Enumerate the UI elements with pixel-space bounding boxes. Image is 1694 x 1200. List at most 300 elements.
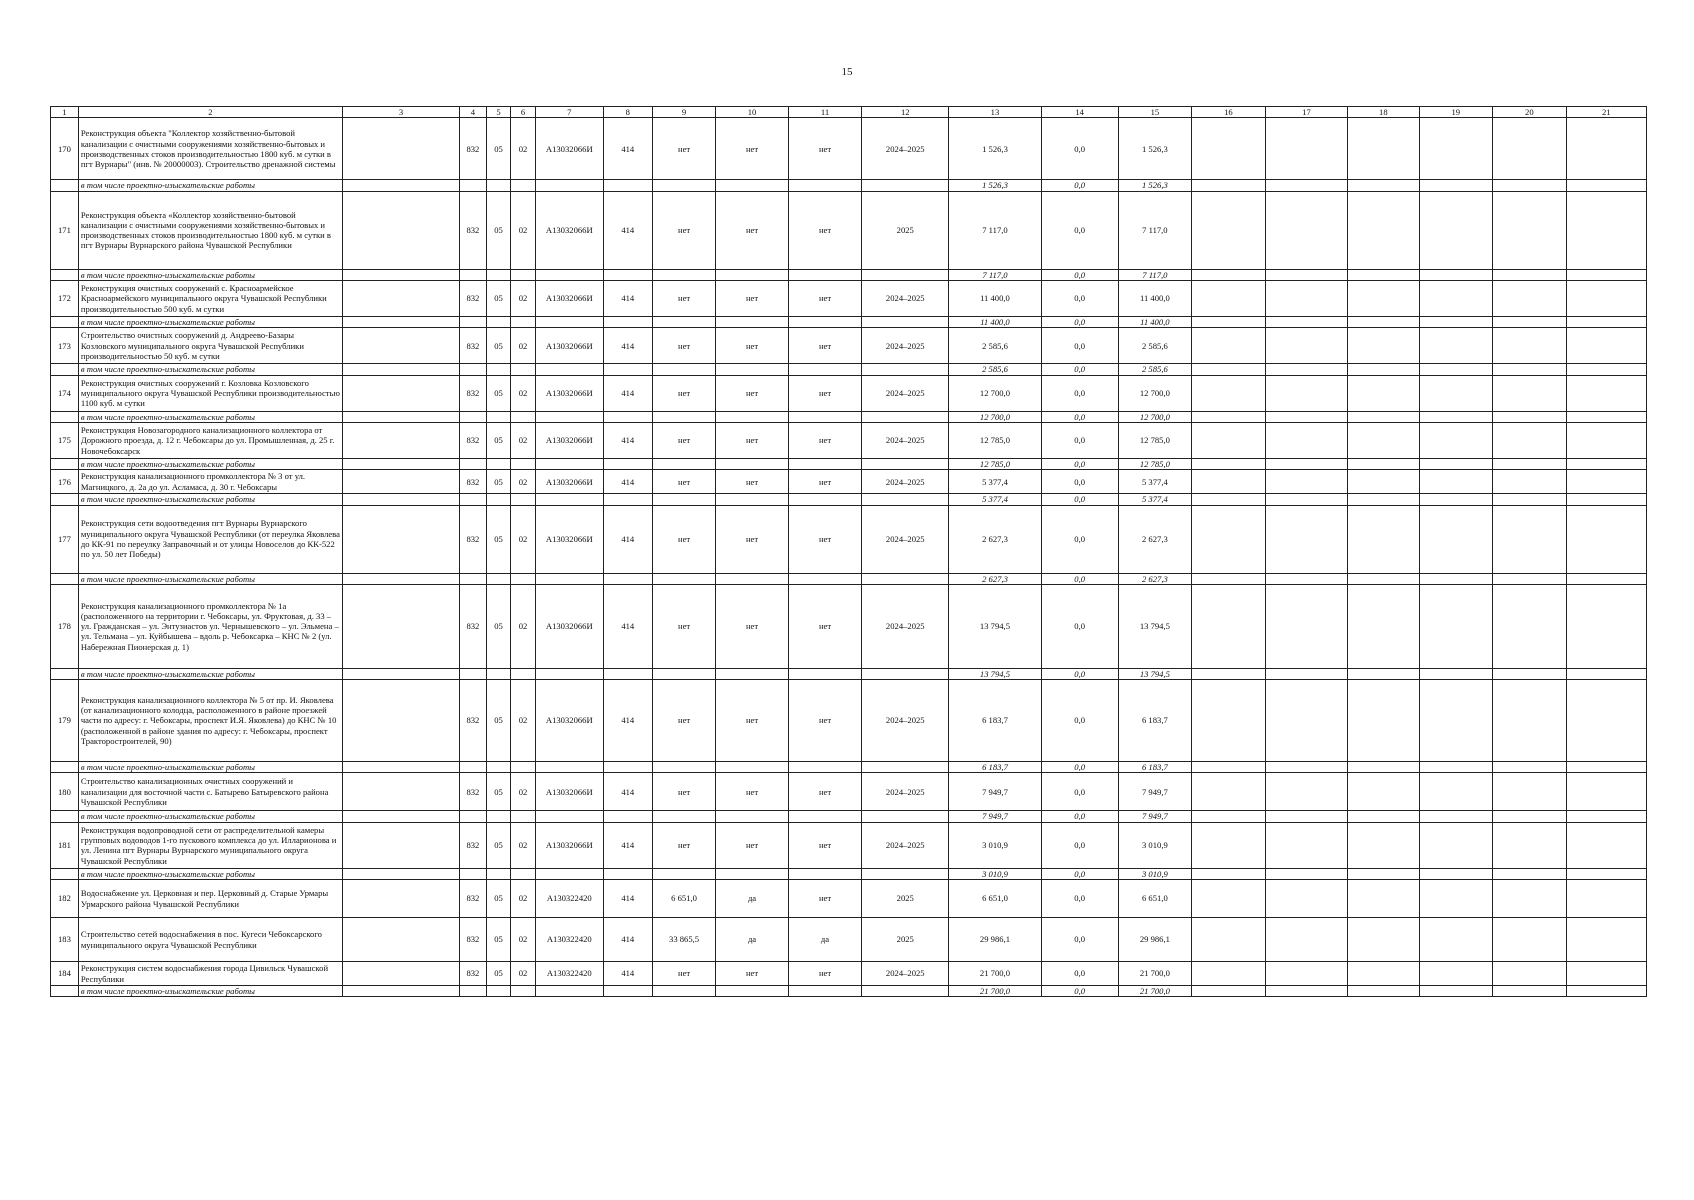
empty-cell: [716, 494, 788, 505]
cell-c5: 05: [486, 880, 511, 918]
subtotal-label: в том числе проектно-изыскательские работы: [78, 868, 342, 879]
empty-cell: [1265, 505, 1347, 573]
column-header: 11: [788, 107, 862, 118]
cell-c5: 05: [486, 680, 511, 762]
empty-cell: [1265, 458, 1347, 469]
cell-c12: 2024–2025: [862, 280, 949, 316]
empty-cell: [1493, 422, 1567, 458]
empty-cell: [51, 494, 79, 505]
cell-c5: 05: [486, 962, 511, 986]
row-number: 177: [51, 505, 79, 573]
cell-c11: нет: [788, 505, 862, 573]
cell-c4: 832: [460, 918, 487, 962]
empty-cell: [1419, 494, 1493, 505]
empty-cell: [716, 811, 788, 822]
cell-c14: 0,0: [1041, 422, 1118, 458]
subtotal-14: 0,0: [1041, 316, 1118, 327]
empty-cell: [652, 180, 716, 191]
empty-cell: [862, 316, 949, 327]
table-row: [51, 962, 1647, 986]
empty-cell: [1566, 668, 1646, 679]
subtotal-label: в том числе проектно-изыскательские работы: [78, 316, 342, 327]
empty-cell: [486, 316, 511, 327]
cell-c4: 832: [460, 680, 487, 762]
cell-c7: А130322420: [535, 918, 603, 962]
column-header: 8: [603, 107, 652, 118]
empty-cell: [460, 316, 487, 327]
table-row: [51, 328, 1647, 364]
cell-c15: 29 986,1: [1118, 918, 1192, 962]
cell-c12: 2025: [862, 191, 949, 269]
cell-c15: 7 117,0: [1118, 191, 1192, 269]
cell-c13: 12 700,0: [949, 375, 1042, 411]
empty-cell: [486, 868, 511, 879]
row-number: 174: [51, 375, 79, 411]
cell-c5: 05: [486, 280, 511, 316]
empty-cell: [1348, 868, 1419, 879]
subtotal-row: [51, 364, 1647, 375]
cell-c9: нет: [652, 584, 716, 668]
cell-c8: 414: [603, 280, 652, 316]
empty-cell: [1566, 811, 1646, 822]
cell-c11: нет: [788, 880, 862, 918]
cell-c8: 414: [603, 470, 652, 494]
cell-c10: нет: [716, 470, 788, 494]
empty-cell: [1192, 328, 1266, 364]
cell-c12: 2024–2025: [862, 962, 949, 986]
empty-cell: [1348, 494, 1419, 505]
empty-cell: [343, 668, 460, 679]
cell-c10: нет: [716, 328, 788, 364]
empty-cell: [1566, 680, 1646, 762]
empty-cell: [1566, 822, 1646, 868]
empty-cell: [486, 458, 511, 469]
empty-cell: [1493, 269, 1567, 280]
empty-cell: [788, 868, 862, 879]
empty-cell: [1566, 269, 1646, 280]
empty-cell: [788, 316, 862, 327]
cell-c11: да: [788, 918, 862, 962]
column-header: 21: [1566, 107, 1646, 118]
cell-c6: 02: [511, 505, 536, 573]
subtotal-13: 2 585,6: [949, 364, 1042, 375]
cell-c7: А130322420: [535, 880, 603, 918]
cell-c5: 05: [486, 191, 511, 269]
cell-c8: 414: [603, 505, 652, 573]
empty-cell: [1265, 375, 1347, 411]
cell-c12: 2024–2025: [862, 118, 949, 180]
subtotal-14: 0,0: [1041, 762, 1118, 773]
empty-cell: [1192, 962, 1266, 986]
object-name: Реконструкция очистных сооружений с. Красноармейское Красноармейского муниципального округа Чувашской Республики производительностью 500 куб. м сутки: [78, 280, 342, 316]
cell-c13: 5 377,4: [949, 470, 1042, 494]
empty-cell: [1493, 375, 1567, 411]
empty-cell: [460, 811, 487, 822]
column-header: 12: [862, 107, 949, 118]
cell-c6: 02: [511, 773, 536, 811]
empty-cell: [343, 470, 460, 494]
empty-cell: [716, 316, 788, 327]
empty-cell: [1493, 962, 1567, 986]
empty-cell: [1192, 868, 1266, 879]
empty-cell: [1192, 470, 1266, 494]
subtotal-row: [51, 494, 1647, 505]
empty-cell: [343, 822, 460, 868]
empty-cell: [1493, 470, 1567, 494]
empty-cell: [535, 762, 603, 773]
empty-cell: [1566, 868, 1646, 879]
empty-cell: [1265, 868, 1347, 879]
empty-cell: [862, 573, 949, 584]
empty-cell: [1265, 762, 1347, 773]
cell-c6: 02: [511, 191, 536, 269]
cell-c14: 0,0: [1041, 918, 1118, 962]
column-header: 15: [1118, 107, 1192, 118]
empty-cell: [1348, 505, 1419, 573]
cell-c10: нет: [716, 822, 788, 868]
empty-cell: [460, 180, 487, 191]
subtotal-row: [51, 458, 1647, 469]
empty-cell: [535, 458, 603, 469]
row-number: 183: [51, 918, 79, 962]
column-header: 16: [1192, 107, 1266, 118]
column-header: 9: [652, 107, 716, 118]
cell-c5: 05: [486, 328, 511, 364]
row-number: 184: [51, 962, 79, 986]
empty-cell: [1493, 494, 1567, 505]
empty-cell: [51, 868, 79, 879]
subtotal-label: в том числе проектно-изыскательские работы: [78, 411, 342, 422]
cell-c13: 7 949,7: [949, 773, 1042, 811]
subtotal-row: [51, 269, 1647, 280]
cell-c6: 02: [511, 375, 536, 411]
empty-cell: [652, 458, 716, 469]
column-header: 6: [511, 107, 536, 118]
empty-cell: [1419, 822, 1493, 868]
empty-cell: [1192, 280, 1266, 316]
cell-c8: 414: [603, 328, 652, 364]
cell-c6: 02: [511, 470, 536, 494]
empty-cell: [1192, 680, 1266, 762]
empty-cell: [1493, 822, 1567, 868]
cell-c11: нет: [788, 280, 862, 316]
column-header: 14: [1041, 107, 1118, 118]
cell-c8: 414: [603, 880, 652, 918]
cell-c4: 832: [460, 505, 487, 573]
empty-cell: [788, 986, 862, 997]
cell-c10: нет: [716, 962, 788, 986]
empty-cell: [511, 494, 536, 505]
subtotal-13: 7 117,0: [949, 269, 1042, 280]
empty-cell: [51, 269, 79, 280]
empty-cell: [1566, 573, 1646, 584]
cell-c7: А13032066И: [535, 680, 603, 762]
empty-cell: [1493, 773, 1567, 811]
empty-cell: [788, 364, 862, 375]
empty-cell: [652, 868, 716, 879]
empty-cell: [51, 811, 79, 822]
cell-c15: 12 785,0: [1118, 422, 1192, 458]
empty-cell: [535, 868, 603, 879]
empty-cell: [1348, 269, 1419, 280]
cell-c7: А13032066И: [535, 328, 603, 364]
cell-c8: 414: [603, 375, 652, 411]
empty-cell: [652, 986, 716, 997]
cell-c9: нет: [652, 118, 716, 180]
empty-cell: [1419, 918, 1493, 962]
cell-c11: нет: [788, 962, 862, 986]
empty-cell: [716, 668, 788, 679]
empty-cell: [51, 573, 79, 584]
empty-cell: [1419, 505, 1493, 573]
empty-cell: [1566, 411, 1646, 422]
empty-cell: [1348, 191, 1419, 269]
empty-cell: [1192, 191, 1266, 269]
empty-cell: [1192, 375, 1266, 411]
column-header: 7: [535, 107, 603, 118]
empty-cell: [652, 411, 716, 422]
empty-cell: [1265, 269, 1347, 280]
empty-cell: [1192, 494, 1266, 505]
object-name: Реконструкция очистных сооружений г. Козловка Козловского муниципального округа Чувашской Республики производительностью 1100 куб. м сутки: [78, 375, 342, 411]
cell-c15: 2 585,6: [1118, 328, 1192, 364]
cell-c11: нет: [788, 822, 862, 868]
empty-cell: [343, 986, 460, 997]
empty-cell: [862, 269, 949, 280]
empty-cell: [1265, 411, 1347, 422]
cell-c5: 05: [486, 773, 511, 811]
cell-c13: 3 010,9: [949, 822, 1042, 868]
empty-cell: [1419, 364, 1493, 375]
empty-cell: [862, 494, 949, 505]
empty-cell: [1192, 118, 1266, 180]
empty-cell: [1348, 280, 1419, 316]
table-row: [51, 822, 1647, 868]
cell-c12: 2024–2025: [862, 680, 949, 762]
empty-cell: [1419, 680, 1493, 762]
empty-cell: [1566, 422, 1646, 458]
empty-cell: [535, 364, 603, 375]
empty-cell: [1493, 668, 1567, 679]
empty-cell: [1566, 962, 1646, 986]
empty-cell: [1348, 962, 1419, 986]
cell-c10: да: [716, 880, 788, 918]
empty-cell: [343, 411, 460, 422]
cell-c4: 832: [460, 422, 487, 458]
column-header: 20: [1493, 107, 1567, 118]
empty-cell: [1265, 364, 1347, 375]
cell-c6: 02: [511, 118, 536, 180]
empty-cell: [1419, 411, 1493, 422]
empty-cell: [51, 364, 79, 375]
cell-c11: нет: [788, 191, 862, 269]
empty-cell: [862, 986, 949, 997]
empty-cell: [652, 316, 716, 327]
empty-cell: [1348, 918, 1419, 962]
table-row: [51, 773, 1647, 811]
cell-c9: нет: [652, 773, 716, 811]
empty-cell: [1419, 470, 1493, 494]
cell-c15: 2 627,3: [1118, 505, 1192, 573]
subtotal-15: 13 794,5: [1118, 668, 1192, 679]
empty-cell: [343, 280, 460, 316]
empty-cell: [343, 680, 460, 762]
cell-c14: 0,0: [1041, 280, 1118, 316]
empty-cell: [51, 458, 79, 469]
empty-cell: [535, 986, 603, 997]
subtotal-13: 7 949,7: [949, 811, 1042, 822]
column-header: 17: [1265, 107, 1347, 118]
cell-c12: 2024–2025: [862, 422, 949, 458]
empty-cell: [343, 811, 460, 822]
subtotal-13: 12 700,0: [949, 411, 1042, 422]
subtotal-row: [51, 762, 1647, 773]
subtotal-14: 0,0: [1041, 411, 1118, 422]
table-row: [51, 118, 1647, 180]
cell-c13: 6 183,7: [949, 680, 1042, 762]
empty-cell: [1265, 962, 1347, 986]
subtotal-14: 0,0: [1041, 573, 1118, 584]
empty-cell: [1419, 180, 1493, 191]
cell-c15: 6 183,7: [1118, 680, 1192, 762]
cell-c10: нет: [716, 422, 788, 458]
table-row: [51, 680, 1647, 762]
cell-c13: 29 986,1: [949, 918, 1042, 962]
empty-cell: [1493, 868, 1567, 879]
cell-c15: 12 700,0: [1118, 375, 1192, 411]
subtotal-13: 11 400,0: [949, 316, 1042, 327]
empty-cell: [486, 411, 511, 422]
object-name: Реконструкция канализационного промколлектора № 1а (расположенного на территории г. Чебоксары, ул. Фруктовая, д. 33 – ул. Гражданская – ул. Энтузиастов ул. Чернышевского – ул. Эльмена – ул. Тельмана – ул. Куйбышева – вдоль р. Чебоксарка – КНС № 2 (ул. Набережная Пионерская д. 1): [78, 584, 342, 668]
empty-cell: [535, 180, 603, 191]
subtotal-14: 0,0: [1041, 668, 1118, 679]
empty-cell: [1192, 411, 1266, 422]
empty-cell: [603, 573, 652, 584]
table-row: [51, 375, 1647, 411]
empty-cell: [603, 411, 652, 422]
empty-cell: [1192, 811, 1266, 822]
empty-cell: [652, 573, 716, 584]
subtotal-15: 11 400,0: [1118, 316, 1192, 327]
empty-cell: [1348, 822, 1419, 868]
cell-c14: 0,0: [1041, 505, 1118, 573]
empty-cell: [343, 458, 460, 469]
empty-cell: [652, 269, 716, 280]
column-header: 13: [949, 107, 1042, 118]
cell-c4: 832: [460, 470, 487, 494]
empty-cell: [788, 269, 862, 280]
empty-cell: [51, 986, 79, 997]
empty-cell: [1265, 880, 1347, 918]
cell-c9: нет: [652, 328, 716, 364]
cell-c4: 832: [460, 280, 487, 316]
empty-cell: [788, 762, 862, 773]
cell-c14: 0,0: [1041, 470, 1118, 494]
cell-c15: 6 651,0: [1118, 880, 1192, 918]
empty-cell: [460, 986, 487, 997]
empty-cell: [511, 364, 536, 375]
empty-cell: [652, 668, 716, 679]
object-name: Реконструкция Новозагородного канализационного коллектора от Дорожного проезда, д. 12 г. Чебоксары до ул. Промышленная, д. 25 г. Новочебоксарск: [78, 422, 342, 458]
subtotal-15: 1 526,3: [1118, 180, 1192, 191]
row-number: 173: [51, 328, 79, 364]
cell-c6: 02: [511, 962, 536, 986]
empty-cell: [343, 573, 460, 584]
cell-c5: 05: [486, 584, 511, 668]
empty-cell: [1192, 180, 1266, 191]
cell-c14: 0,0: [1041, 191, 1118, 269]
empty-cell: [1419, 986, 1493, 997]
empty-cell: [460, 411, 487, 422]
object-name: Реконструкция водопроводной сети от распределительной камеры групповых водоводов 1-го пускового комплекса до ул. Илларионова и ул. Ленина пгт Вурнары Вурнарского муниципального округа Чувашской Республики: [78, 822, 342, 868]
empty-cell: [1265, 811, 1347, 822]
cell-c4: 832: [460, 584, 487, 668]
cell-c11: нет: [788, 680, 862, 762]
cell-c10: нет: [716, 773, 788, 811]
subtotal-15: 3 010,9: [1118, 868, 1192, 879]
cell-c13: 11 400,0: [949, 280, 1042, 316]
empty-cell: [1419, 316, 1493, 327]
empty-cell: [1493, 880, 1567, 918]
subtotal-14: 0,0: [1041, 458, 1118, 469]
cell-c14: 0,0: [1041, 118, 1118, 180]
subtotal-13: 2 627,3: [949, 573, 1042, 584]
subtotal-row: [51, 811, 1647, 822]
cell-c15: 1 526,3: [1118, 118, 1192, 180]
row-number: 176: [51, 470, 79, 494]
cell-c9: нет: [652, 422, 716, 458]
cell-c15: 7 949,7: [1118, 773, 1192, 811]
cell-c10: да: [716, 918, 788, 962]
empty-cell: [862, 762, 949, 773]
subtotal-label: в том числе проектно-изыскательские работы: [78, 986, 342, 997]
empty-cell: [1348, 316, 1419, 327]
empty-cell: [486, 269, 511, 280]
empty-cell: [511, 668, 536, 679]
empty-cell: [486, 668, 511, 679]
cell-c8: 414: [603, 822, 652, 868]
empty-cell: [603, 668, 652, 679]
subtotal-14: 0,0: [1041, 364, 1118, 375]
object-name: Строительство сетей водоснабжения в пос. Кугеси Чебоксарского муниципального округа Чувашской Республики: [78, 918, 342, 962]
empty-cell: [1566, 880, 1646, 918]
empty-cell: [1265, 986, 1347, 997]
empty-cell: [603, 269, 652, 280]
empty-cell: [1192, 505, 1266, 573]
empty-cell: [1348, 986, 1419, 997]
empty-cell: [1348, 880, 1419, 918]
empty-cell: [343, 762, 460, 773]
empty-cell: [788, 411, 862, 422]
empty-cell: [51, 668, 79, 679]
empty-cell: [862, 868, 949, 879]
empty-cell: [1265, 584, 1347, 668]
subtotal-13: 13 794,5: [949, 668, 1042, 679]
cell-c11: нет: [788, 422, 862, 458]
cell-c9: 33 865,5: [652, 918, 716, 962]
empty-cell: [535, 811, 603, 822]
empty-cell: [343, 364, 460, 375]
cell-c15: 3 010,9: [1118, 822, 1192, 868]
cell-c7: А13032066И: [535, 375, 603, 411]
object-name: Реконструкция сети водоотведения пгт Вурнары Вурнарского муниципального округа Чувашской Республики (от переулка Яковлева до КК-91 по переулку Заправочный и от улицы Новоселов до КК-522 по ул. 50 лет Победы): [78, 505, 342, 573]
cell-c7: А13032066И: [535, 505, 603, 573]
empty-cell: [1192, 668, 1266, 679]
empty-cell: [1493, 762, 1567, 773]
empty-cell: [1348, 668, 1419, 679]
cell-c11: нет: [788, 375, 862, 411]
empty-cell: [1566, 986, 1646, 997]
